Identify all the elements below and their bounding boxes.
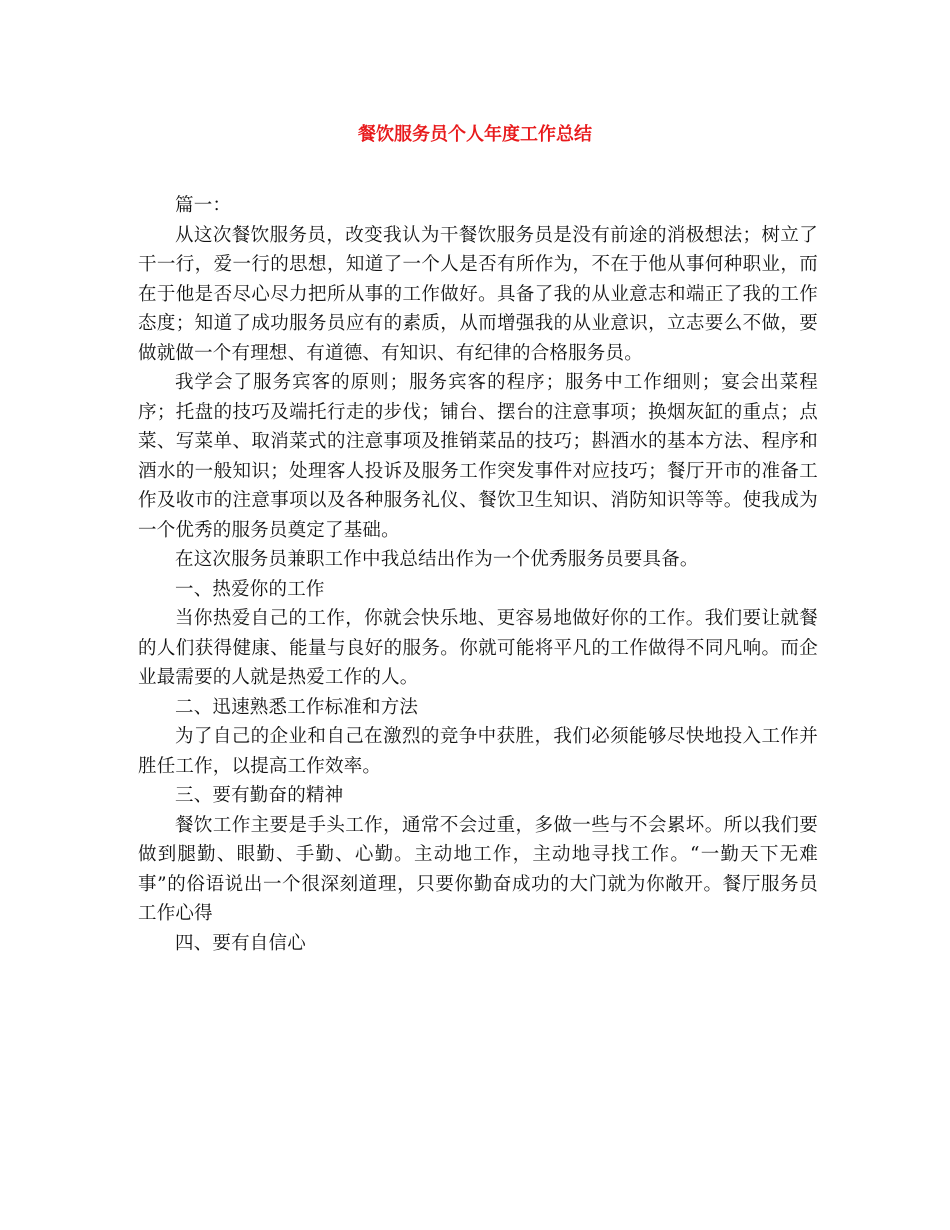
document-title: 餐饮服务员个人年度工作总结	[358, 124, 592, 145]
section-heading: 四、要有自信心	[175, 932, 306, 954]
section-heading: 一、热爱你的工作	[175, 578, 325, 600]
paragraph: 从这次餐饮服务员，改变我认为干餐饮服务员是没有前途的消极想法；树立了干一行，爱一行的思想，知道了一个人是否有所作为，不在于他从事何种职业，而在于他是否尽心尽力把所从事的工作做好。具备了我的从业意志和端正了我的工作态度；知道了成功服务员应有的素质，从而增强我的从业意识，立志要么不做，要做就做一个有理想、有道德、有知识、有纪律的合格服务员。	[138, 224, 818, 364]
paragraph: 为了自己的企业和自己在激烈的竞争中获胜，我们必须能够尽快地投入工作并胜任工作，以提高工作效率。	[138, 726, 818, 777]
paragraph: 在这次服务员兼职工作中我总结出作为一个优秀服务员要具备。	[175, 549, 699, 570]
section-heading: 三、要有勤奋的精神	[175, 785, 344, 806]
paragraph: 我学会了服务宾客的原则；服务宾客的程序；服务中工作细则；宴会出菜程序；托盘的技巧及端托行走的步伐；铺台、摆台的注意事项；换烟灰缸的重点；点菜、写菜单、取消菜式的注意事项及推销菜品的技巧；斟酒水的基本方法、程序和酒水的一般知识；处理客人投诉及服务工作突发事件对应技巧；餐厅开市的准备工作及收市的注意事项以及各种服务礼仪、餐饮卫生知识、消防知识等等。使我成为一个优秀的服务员奠定了基础。	[138, 372, 818, 541]
document-body	[138, 191, 818, 958]
paragraph-section-label: 篇一：	[175, 195, 232, 216]
paragraph: 餐饮工作主要是手头工作，通常不会过重，多做一些与不会累坏。所以我们要做到腿勤、眼勤、手勤、心勤。主动地工作，主动地寻找工作。“一勤天下无难事”的俗语说出一个很深刻道理，只要你勤奋成功的大门就为你敞开。餐厅服务员工作心得	[138, 814, 818, 924]
section-heading: 二、迅速熟悉工作标准和方法	[175, 696, 419, 718]
paragraph: 当你热爱自己的工作，你就会快乐地、更容易地做好你的工作。我们要让就餐的人们获得健康、能量与良好的服务。你就可能将平凡的工作做得不同凡响。而企业最需要的人就是热爱工作的人。	[138, 608, 818, 688]
